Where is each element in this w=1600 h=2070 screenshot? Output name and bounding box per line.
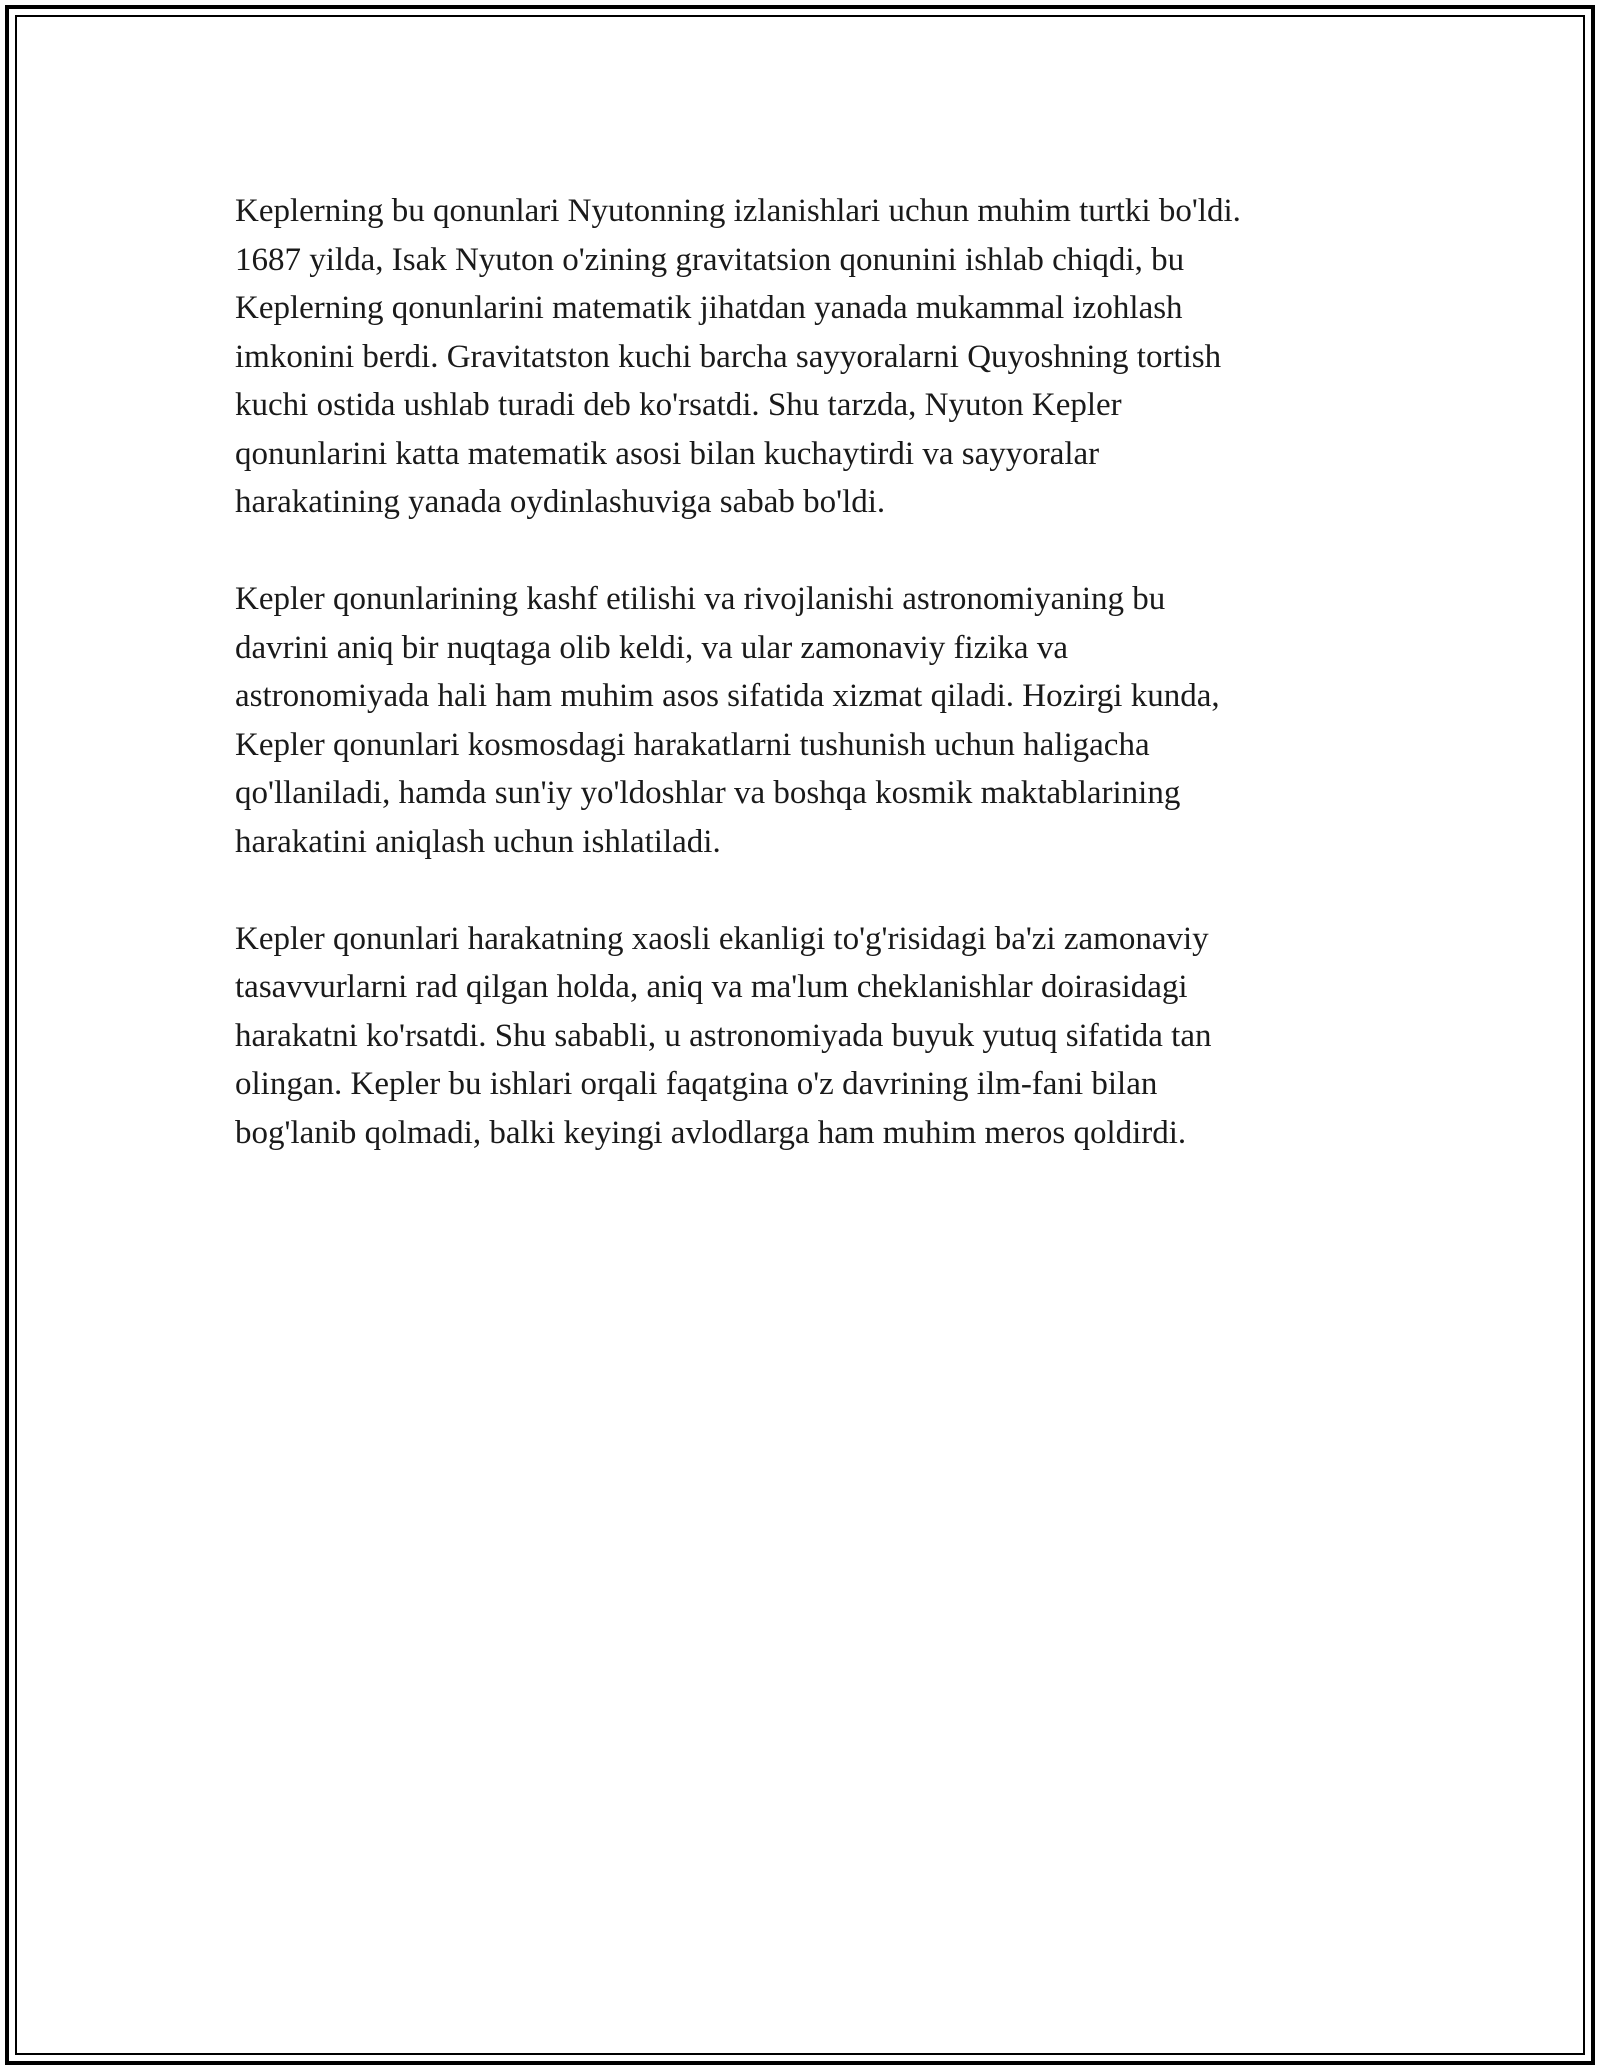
paragraph-newton-gravitation: Keplerning bu qonunlari Nyutonning izlanishlari uchun muhim turtki bo'ldi. 1687 yilda, Isak Nyuton o'zining gravitatsion qonunini ishlab chiqdi, bu Keplerning qonunlarini matematik jihatdan yanada mukammal izohlash imkonini berdi. Gravitatston kuchi barcha sayyoralarni Quyoshning tortish kuchi ostida ushlab turadi deb ko'rsatdi. Shu tarzda, Nyuton Kepler qonunlarini katta matematik asosi bilan kuchaytirdi va sayyoralar harakatining yanada oydinlashuviga sabab bo'ldi.: [235, 193, 1241, 520]
document-body: [235, 187, 1395, 1206]
paragraph-kepler-laws-significance: Kepler qonunlarining kashf etilishi va rivojlanishi astronomiyaning bu davrini aniq bir nuqtaga olib keldi, va ular zamonaviy fizika va astronomiyada hali ham muhim asos sifatida xizmat qiladi. Hozirgi kunda, Kepler qonunlari kosmosdagi harakatlarni tushunish uchun haligacha qo'llaniladi, hamda sun'iy yo'ldoshlar va boshqa kosmik maktablarining harakatini aniqlash uchun ishlatiladi.: [235, 581, 1220, 860]
paragraph-kepler-legacy: Kepler qonunlari harakatning xaosli ekanligi to'g'risidagi ba'zi zamonaviy tasavvurlarni rad qilgan holda, aniq va ma'lum cheklanishlar doirasidagi harakatni ko'rsatdi. Shu sababli, u astronomiyada buyuk yutuq sifatida tan olingan. Kepler bu ishlari orqali faqatgina o'z davrining ilm-fani bilan bog'lanib qolmadi, balki keyingi avlodlarga ham muhim meros qoldirdi.: [235, 920, 1212, 1151]
